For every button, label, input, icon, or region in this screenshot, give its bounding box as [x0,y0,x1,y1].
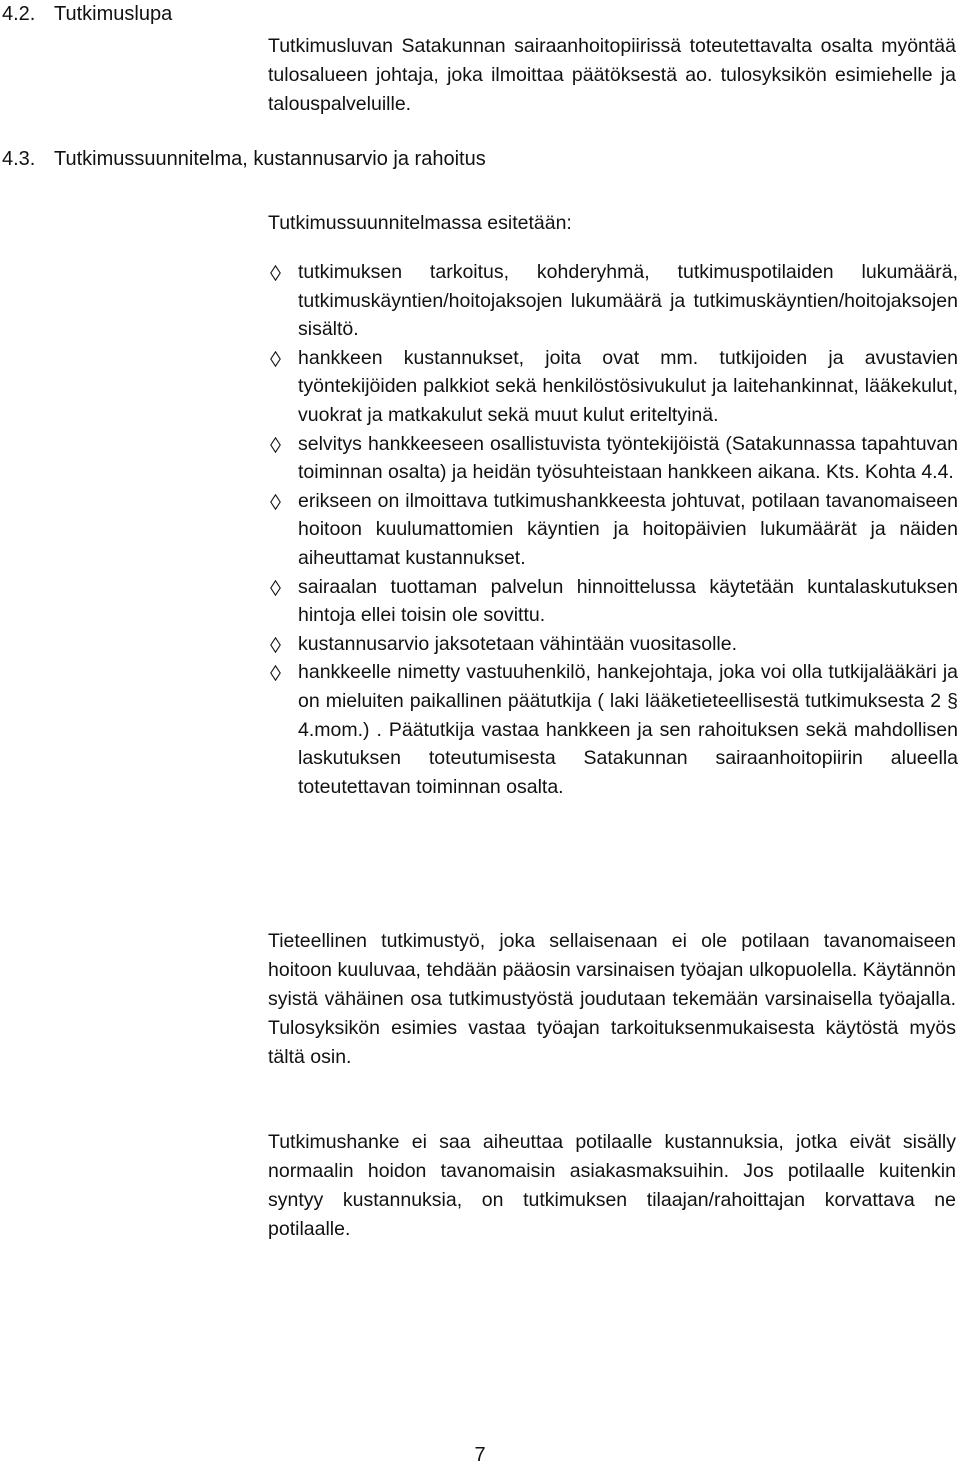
section-title: Tutkimussuunnitelma, kustannusarvio ja rahoitus [54,148,486,170]
list-item-text: hankkeelle nimetty vastuuhenkilö, hankejohtaja, joka voi olla tutkijalääkäri ja on mieluiten paikallinen päätutkija ( laki lääketieteellisestä tutkimuksesta 2 § 4.mom.) . Päätutkija vastaa hankkeen ja sen rahoituksen sekä mahdollisen laskutuksen toteutumisesta Satakunnan sairaanhoitopiirin alueella toteutettavan toiminnan osalta. [298,661,958,798]
diamond-bullet-icon [270,580,281,596]
diamond-bullet-icon [270,265,281,281]
section-title: Tutkimuslupa [54,3,173,25]
list-item [268,344,958,430]
diamond-bullet-icon [270,351,281,367]
list-item-text: tutkimuksen tarkoitus, kohderyhmä, tutkimuspotilaiden lukumäärä, tutkimuskäyntien/hoitojaksojen lukumäärä ja tutkimuskäyntien/hoitojaksojen sisältö. [298,261,958,341]
paragraph-research-permit: Tutkimusluvan Satakunnan sairaanhoitopiirissä toteutettavalta osalta myöntää tulosalueen johtaja, joka ilmoittaa päätöksestä ao. tulosyksikön esimiehelle ja talouspalveluille. [268,35,956,115]
section-number: 4.3. [2,148,36,170]
section-heading-4-3 [2,145,486,174]
diamond-bullet-icon [270,637,281,653]
intro-line: Tutkimussuunnitelmassa esitetään: [268,212,572,234]
requirements-list [268,258,958,801]
list-item [268,258,958,344]
list-item [268,658,958,801]
diamond-bullet-icon [270,665,281,681]
list-item-text: erikseen on ilmoittava tutkimushankkeesta johtuvat, potilaan tavanomaiseen hoitoon kuulumattomien käyntien ja hoitopäivien lukumäärät ja näiden aiheuttamat kustannukset. [298,489,958,569]
list-item [268,487,958,573]
list-item-text: selvitys hankkeeseen osallistuvista työntekijöistä (Satakunnassa tapahtuvan toiminnan osalta) ja heidän työsuhteistaan hankkeen aikana. Kts. Kohta 4.4. [298,432,958,484]
paragraph-working-time: Tieteellinen tutkimustyö, joka sellaisenaan ei ole potilaan tavanomaiseen hoitoon kuuluvaa, tehdään pääosin varsinaisen työajan ulkopuolella. Käytännön syistä vähäinen osa tutkimustyöstä joudutaan tekemään varsinaisella työajalla. Tulosyksikön esimies vastaa työajan tarkoituksenmukaisesta käytöstä myös tältä osin. [268,930,956,1068]
diamond-bullet-icon [270,494,281,510]
diamond-bullet-icon [270,437,281,453]
page-number: 7 [474,1444,486,1466]
list-item-text: sairaalan tuottaman palvelun hinnoittelussa käytetään kuntalaskutuksen hintoja ellei toisin ole sovittu. [298,575,958,627]
list-item-text: kustannusarvio jaksotetaan vähintään vuositasolle. [298,632,738,655]
section-heading-4-2 [2,0,172,29]
list-item [268,430,958,487]
section-number: 4.2. [2,3,36,25]
list-item [268,630,958,659]
list-item-text: hankkeen kustannukset, joita ovat mm. tutkijoiden ja avustavien työntekijöiden palkkiot sekä henkilöstösivukulut ja laitehankinnat, lääkekulut, vuokrat ja matkakulut sekä muut kulut eriteltyinä. [298,346,958,426]
paragraph-patient-costs: Tutkimushanke ei saa aiheuttaa potilaalle kustannuksia, jotka eivät sisälly normaalin hoidon tavanomaisin asiakasmaksuihin. Jos potilaalle kuitenkin syntyy kustannuksia, on tutkimuksen tilaajan/rahoittajan korvattava ne potilaalle. [268,1131,956,1240]
list-item [268,573,958,630]
